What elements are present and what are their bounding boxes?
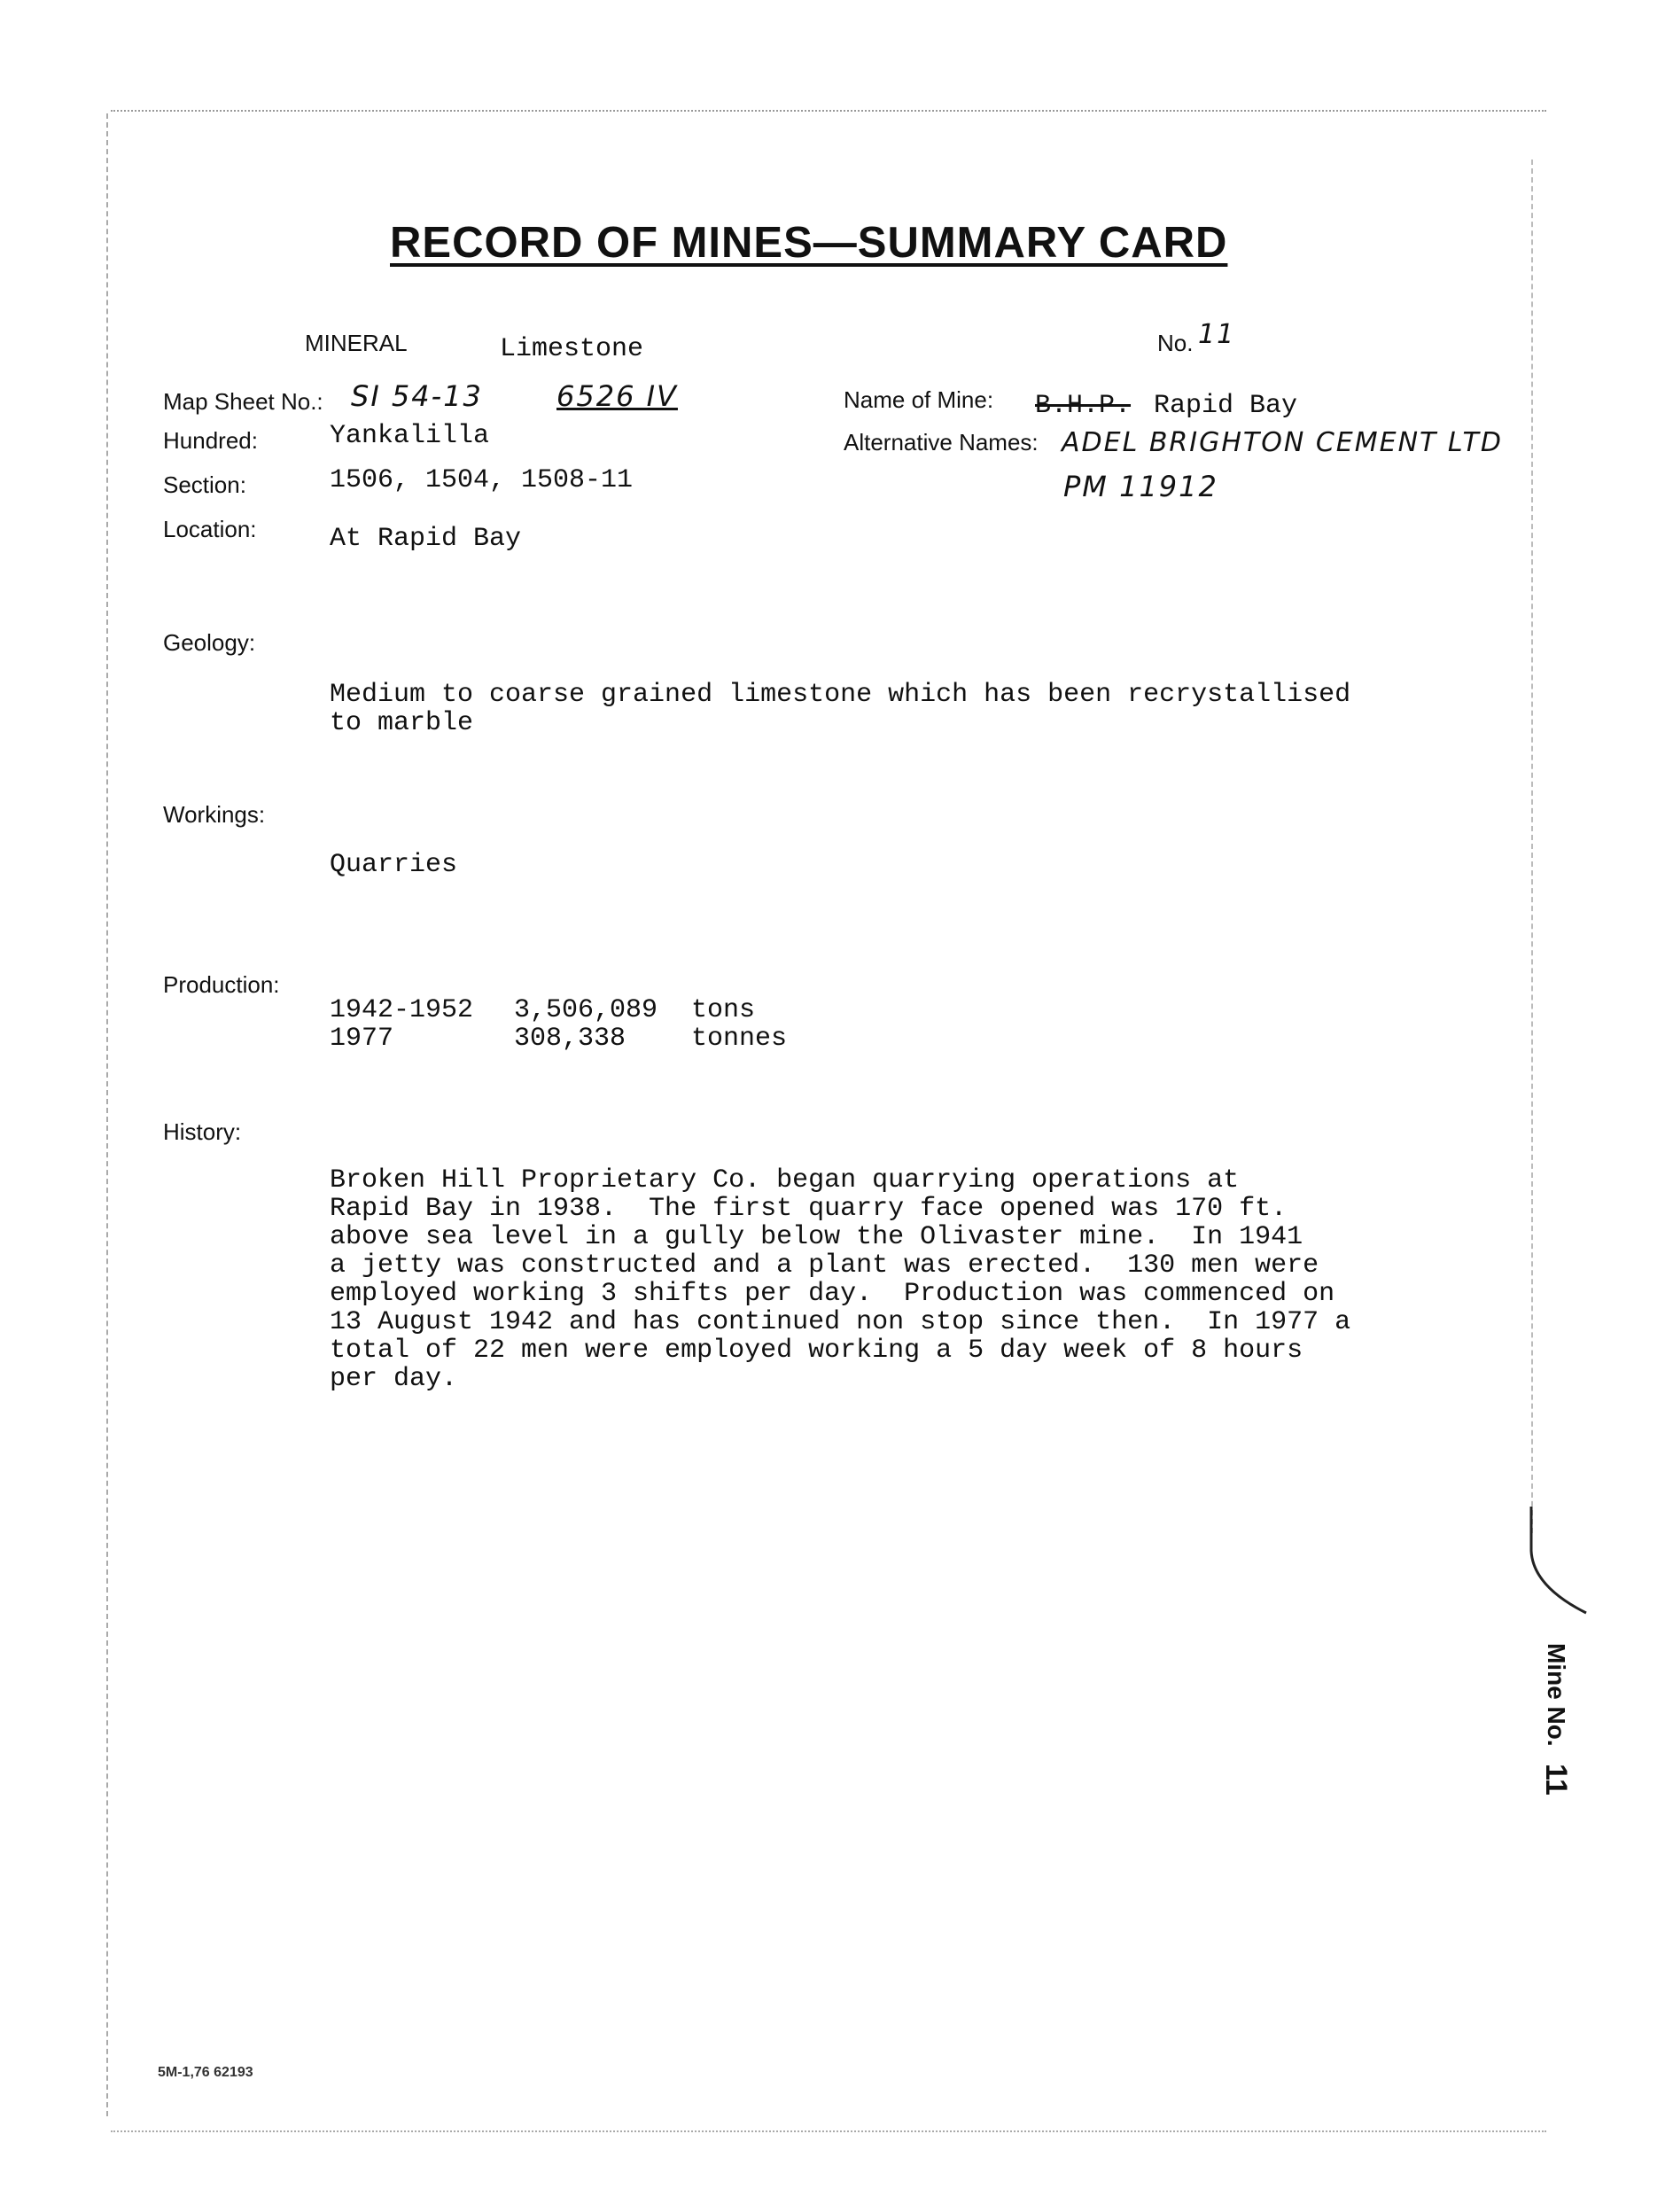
geology-line-1: Medium to coarse grained limestone which has been recrystallised bbox=[330, 680, 1351, 710]
alternative-names-value: ADEL BRIGHTON CEMENT LTD bbox=[1062, 427, 1503, 458]
map-sheet-value: SI 54-13 bbox=[351, 379, 483, 413]
section-value: 1506, 1504, 1508-11 bbox=[330, 465, 634, 495]
card-bottom-border bbox=[111, 2130, 1546, 2132]
page-title: RECORD OF MINES—SUMMARY CARD bbox=[390, 219, 1228, 267]
name-of-mine-struck: B.H.P. bbox=[1035, 391, 1132, 421]
location-value: At Rapid Bay bbox=[330, 524, 522, 554]
history-line: employed working 3 shifts per day. Production was commenced on bbox=[330, 1279, 1335, 1309]
production-unit: tonnes bbox=[691, 1024, 788, 1054]
history-line: per day. bbox=[330, 1364, 458, 1394]
map-sheet-value-2: 6526 IV bbox=[556, 379, 678, 413]
production-period: 1942-1952 bbox=[330, 995, 474, 1025]
workings-value: Quarries bbox=[330, 850, 458, 880]
production-label: Production: bbox=[163, 971, 280, 998]
history-paragraph bbox=[330, 1166, 1499, 1393]
location-label: Location: bbox=[163, 516, 257, 542]
production-amount: 308,338 bbox=[514, 1024, 626, 1054]
card-left-border bbox=[106, 113, 108, 2116]
history-label: History: bbox=[163, 1118, 242, 1145]
mineral-label: MINERAL bbox=[305, 330, 408, 356]
alternative-names-value-2: PM 11912 bbox=[1063, 470, 1218, 503]
form-code: 5M-1,76 62193 bbox=[158, 2065, 253, 2080]
card-right-border bbox=[1531, 160, 1533, 1533]
mine-number-tab bbox=[1538, 1643, 1573, 1795]
name-of-mine-value: Rapid Bay bbox=[1154, 391, 1298, 421]
history-line: above sea level in a gully below the Olivaster mine. In 1941 bbox=[330, 1222, 1303, 1252]
history-line: Rapid Bay in 1938. The first quarry face opened was 170 ft. bbox=[330, 1194, 1288, 1224]
name-of-mine-label: Name of Mine: bbox=[844, 386, 994, 413]
geology-line-2: to marble bbox=[330, 708, 474, 738]
map-sheet-label: Map Sheet No.: bbox=[163, 388, 323, 415]
production-unit: tons bbox=[691, 995, 756, 1025]
production-period: 1977 bbox=[330, 1024, 394, 1054]
mine-number-tab-value: 11 bbox=[1539, 1764, 1573, 1796]
tab-curve bbox=[1524, 1507, 1595, 1631]
mineral-value: Limestone bbox=[500, 334, 644, 364]
card-top-border bbox=[111, 110, 1546, 112]
number-value: 11 bbox=[1198, 319, 1236, 350]
production-amount: 3,506,089 bbox=[514, 995, 658, 1025]
history-line: total of 22 men were employed working a 5 day week of 8 hours bbox=[330, 1336, 1303, 1366]
mine-number-tab-label: Mine No. bbox=[1543, 1643, 1570, 1747]
history-line: a jetty was constructed and a plant was erected. 130 men were bbox=[330, 1250, 1319, 1281]
number-label: No. bbox=[1157, 330, 1194, 356]
alternative-names-label: Alternative Names: bbox=[844, 429, 1039, 456]
hundred-value: Yankalilla bbox=[330, 421, 490, 451]
history-line: Broken Hill Proprietary Co. began quarrying operations at bbox=[330, 1165, 1240, 1196]
geology-label: Geology: bbox=[163, 629, 256, 656]
hundred-label: Hundred: bbox=[163, 427, 258, 454]
workings-label: Workings: bbox=[163, 801, 266, 828]
history-line: 13 August 1942 and has continued non stop since then. In 1977 a bbox=[330, 1307, 1351, 1337]
section-label: Section: bbox=[163, 471, 246, 498]
